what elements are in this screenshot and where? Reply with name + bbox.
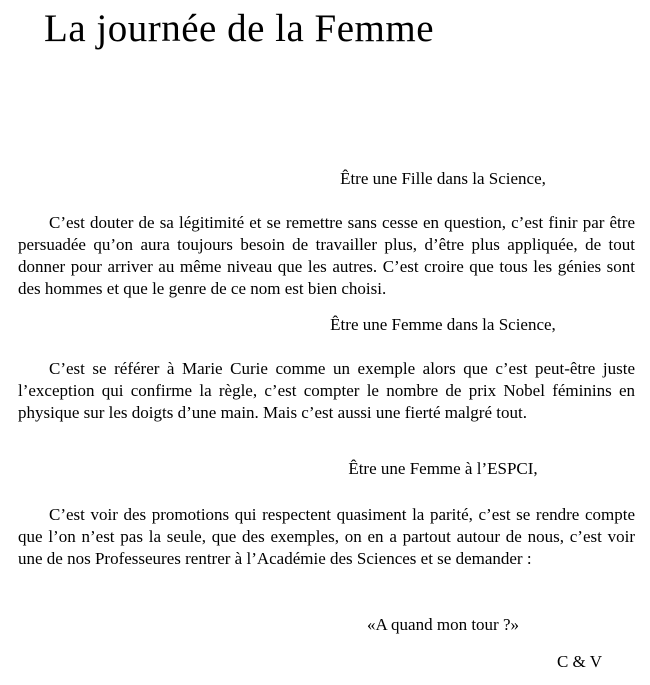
quote-a-quand-mon-tour: «A quand mon tour ?» <box>366 615 520 634</box>
paragraph-fille-science: C’est douter de sa légitimité et se remettre sans cesse en question, c’est finir par être persuadée qu’on aura toujours besoin de travailler plus, d’être plus appliquée, de tout donner pour arriver au même niveau que les autres. C’est croire que tous les génies sont des hommes et que le genre de ce nom est bien choisi. <box>18 213 635 298</box>
section-heading-femme-espci: Être une Femme à l’ESPCI, <box>348 459 538 478</box>
signature: C & V <box>556 652 602 671</box>
section-heading-fille-science: Être une Fille dans la Science, <box>340 169 546 188</box>
paragraph-femme-espci: C’est voir des promotions qui respectent quasiment la parité, c’est se rendre compte que l’on n’est pas la seule, que des exemples, on en a partout autour de nous, c’est voir une de nos Professeures rentrer à l’Académie des Sciences et se demander : <box>18 505 635 568</box>
section-heading-femme-science: Être une Femme dans la Science, <box>330 315 556 334</box>
page-title: La journée de la Femme <box>44 7 435 50</box>
paragraph-femme-science: C’est se référer à Marie Curie comme un exemple alors que c’est peut-être juste l’exception qui confirme la règle, c’est compter le nombre de prix Nobel féminins en physique sur les doigts d’une main. Mais c’est aussi une fierté malgré tout. <box>18 359 635 422</box>
